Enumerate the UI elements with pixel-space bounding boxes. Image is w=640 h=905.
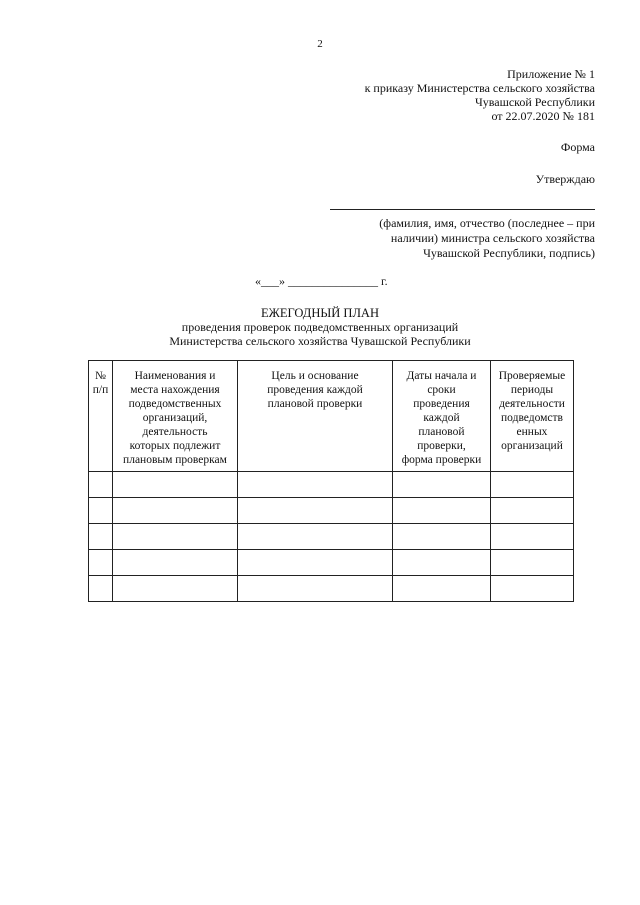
table-cell[interactable] [393,550,491,576]
table-cell[interactable] [89,524,113,550]
table-cell[interactable] [393,524,491,550]
table-cell[interactable] [393,498,491,524]
header-periods [491,361,574,472]
header-line: деятельности [499,398,565,410]
table-cell[interactable] [89,472,113,498]
signature-caption-line-3: Чувашской Республики, подпись) [423,246,595,260]
header-dates [393,361,491,472]
plan-table [88,360,574,602]
table-cell[interactable] [113,498,238,524]
table-cell[interactable] [238,576,393,602]
header-line: проверки, [417,440,466,452]
table-row [89,472,574,498]
table-cell[interactable] [393,576,491,602]
appendix-line-4: от 22.07.2020 № 181 [491,109,595,123]
form-label: Форма [560,140,595,154]
appendix-line-2: к приказу Министерства сельского хозяйства [364,81,595,95]
header-line: подведомственных [128,398,222,410]
header-line: которых подлежит [129,440,221,452]
table-cell[interactable] [89,550,113,576]
header-line: Цель и основание [271,370,359,382]
table-cell[interactable] [89,498,113,524]
table-row [89,576,574,602]
header-line: плановой проверки [267,398,363,410]
header-number [89,361,113,472]
header-line: № [95,370,106,382]
header-line: проведения [413,398,470,410]
signature-caption-line-2: наличии) министра сельского хозяйства [390,231,595,245]
header-line: енных [516,426,548,438]
page-number: 2 [317,38,323,50]
header-line: плановым проверкам [123,454,227,466]
title-sub-2: Министерства сельского хозяйства Чувашской Республики [169,334,471,348]
table-cell[interactable] [113,472,238,498]
header-organization [113,361,238,472]
approve-label: Утверждаю [535,172,595,186]
signature-caption [330,216,595,261]
header-line: организаций, [142,412,208,424]
table-cell[interactable] [238,550,393,576]
header-purpose [238,361,393,472]
header-line: Даты начала и [406,370,477,382]
table-body [89,472,574,602]
table-cell[interactable] [491,472,574,498]
table-cell[interactable] [113,524,238,550]
table-row [89,498,574,524]
appendix-block [295,67,595,123]
header-line: форма проверки [401,454,482,466]
document-title [0,306,640,348]
appendix-line-1: Приложение № 1 [507,67,595,81]
signature-line [330,209,595,210]
table-cell[interactable] [238,472,393,498]
title-main: ЕЖЕГОДНЫЙ ПЛАН [261,306,379,320]
date-line: «___» _______________ г. [255,274,388,288]
table-cell[interactable] [491,576,574,602]
header-line: места нахождения [130,384,220,396]
title-sub-1: проведения проверок подведомственных организаций [181,320,459,334]
table-header-row [89,361,574,472]
signature-caption-line-1: (фамилия, имя, отчество (последнее – при [379,216,595,230]
header-line: сроки [427,384,456,396]
header-line: Проверяемые [498,370,566,382]
header-line: проведения каждой [267,384,363,396]
table-cell[interactable] [89,576,113,602]
table-cell[interactable] [238,524,393,550]
header-line: п/п [92,384,109,396]
table-cell[interactable] [393,472,491,498]
table-cell[interactable] [491,524,574,550]
table-row [89,550,574,576]
header-line: Наименования и [134,370,216,382]
table-cell[interactable] [238,498,393,524]
header-line: периоды [510,384,554,396]
table-cell[interactable] [491,550,574,576]
table-cell[interactable] [113,550,238,576]
header-line: подведомств [501,412,563,424]
header-line: деятельность [142,426,208,438]
table-cell[interactable] [113,576,238,602]
appendix-line-3: Чувашской Республики [474,95,595,109]
header-line: организаций [501,440,563,452]
header-line: плановой [418,426,465,438]
table-cell[interactable] [491,498,574,524]
table-row [89,524,574,550]
header-line: каждой [423,412,460,424]
